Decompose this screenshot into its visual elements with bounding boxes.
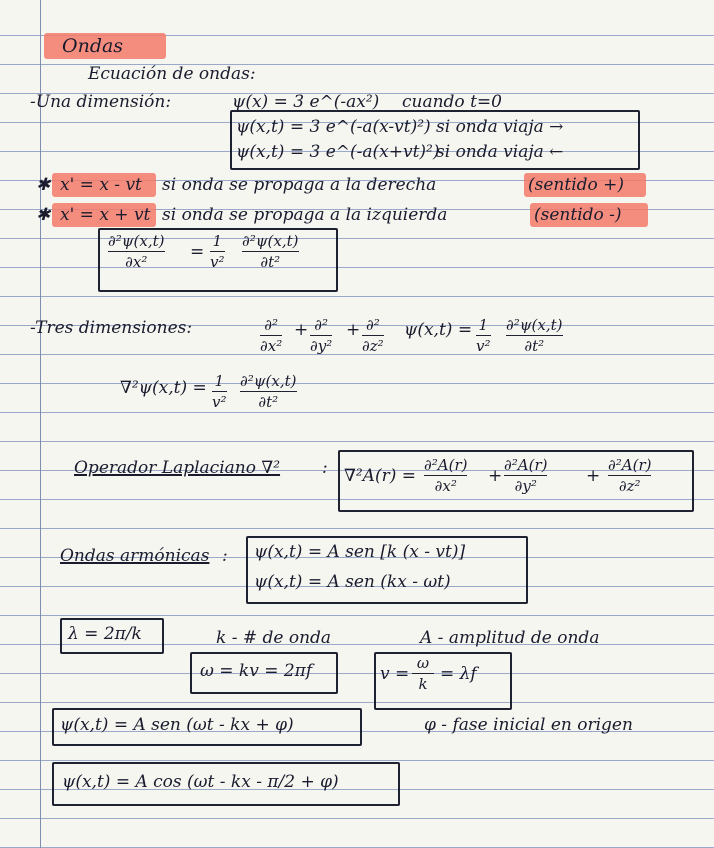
left-var: x' = x + vt (60, 205, 151, 225)
section-subtitle: Ecuación de ondas: (88, 64, 256, 84)
compact-3d-lhs: ∇²ψ(x,t) = (120, 378, 207, 398)
right-var: x' = x - vt (60, 175, 142, 195)
right-text: si onda se propaga a la derecha (162, 175, 437, 195)
omega-def: ω = kv = 2πf (200, 661, 313, 681)
plus: + (294, 320, 309, 340)
amplitude-def: A - amplitud de onda (420, 628, 600, 648)
v-rhs: = λf (440, 664, 477, 684)
psi-3d: ψ(x,t) = (404, 320, 473, 340)
v-lhs: v = (380, 664, 410, 684)
rhs-num: ∂²ψ(x,t) (242, 232, 299, 250)
phase-sen-eq: ψ(x,t) = A sen (ωt - kx + φ) (60, 715, 294, 735)
lhs-num: ∂²ψ(x,t) (108, 232, 165, 250)
laplacian-label: Operador Laplaciano ∇² (74, 458, 281, 478)
compact-3d-rhs: ∂²ψ(x,t) ∂t² (240, 372, 297, 411)
coef-num: 1 (212, 232, 223, 250)
d2-dy2: ∂² ∂y² (310, 316, 333, 355)
harmonic-eq-1: ψ(x,t) = A sen [k (x - vt)] (254, 542, 466, 562)
laplacian-term-z: ∂²A(r) ∂z² (608, 456, 652, 495)
d2-dz2: ∂² ∂z² (362, 316, 384, 355)
left-dir: (sentido -) (534, 205, 622, 225)
plus: + (488, 466, 503, 486)
eq-initial-condition: cuando t=0 (402, 92, 502, 112)
star-icon: ✱ (36, 175, 51, 195)
margin-line (40, 0, 41, 848)
eq-left-travel: ψ(x,t) = 3 e^(-a(x+vt)²) (236, 142, 440, 162)
phase-cos-eq: ψ(x,t) = A cos (ωt - kx - π/2 + φ) (62, 772, 339, 792)
star-icon: ✱ (36, 205, 51, 225)
three-dim-label: -Tres dimensiones: (30, 318, 193, 338)
wave-eq-1d-coef (210, 232, 225, 271)
k-def: k - # de onda (216, 628, 332, 648)
d2-dx2: ∂² ∂x² (260, 316, 283, 355)
rhs-den: ∂t² (260, 253, 281, 271)
eq-right-travel: ψ(x,t) = 3 e^(-a(x-vt)²) (236, 117, 431, 137)
phase-def: φ - fase inicial en origen (424, 715, 633, 735)
coef-3d: 1 v² (476, 316, 491, 355)
lhs-den: ∂x² (125, 253, 148, 271)
left-text: si onda se propaga a la izquierda (162, 205, 448, 225)
harmonic-eq-2: ψ(x,t) = A sen (kx - ωt) (254, 572, 451, 592)
eq-right-travel-note: si onda viaja → (436, 117, 564, 137)
eq-initial: ψ(x) = 3 e^(-ax²) (232, 92, 380, 112)
right-dir: (sentido +) (528, 175, 625, 195)
compact-3d-coef: 1 v² (212, 372, 227, 411)
one-dim-label: -Una dimensión: (30, 92, 172, 112)
colon: : (322, 458, 328, 478)
coef-den: v² (210, 253, 225, 271)
equals: = (190, 242, 205, 262)
wave-eq-1d-lhs (108, 232, 165, 271)
harmonic-label: Ondas armónicas (60, 546, 210, 566)
lambda-def: λ = 2π/k (68, 624, 142, 644)
plus: + (586, 466, 601, 486)
laplacian-lhs: ∇²A(r) = (344, 466, 417, 486)
plus: + (346, 320, 361, 340)
v-frac: ω k (412, 654, 434, 693)
rhs-3d: ∂²ψ(x,t) ∂t² (506, 316, 563, 355)
laplacian-term-x: ∂²A(r) ∂x² (424, 456, 468, 495)
page-title: Ondas (62, 35, 124, 57)
eq-left-travel-note: si onda viaja ← (436, 142, 564, 162)
laplacian-term-y: ∂²A(r) ∂y² (504, 456, 548, 495)
colon: : (222, 546, 228, 566)
wave-eq-1d-rhs (242, 232, 299, 271)
